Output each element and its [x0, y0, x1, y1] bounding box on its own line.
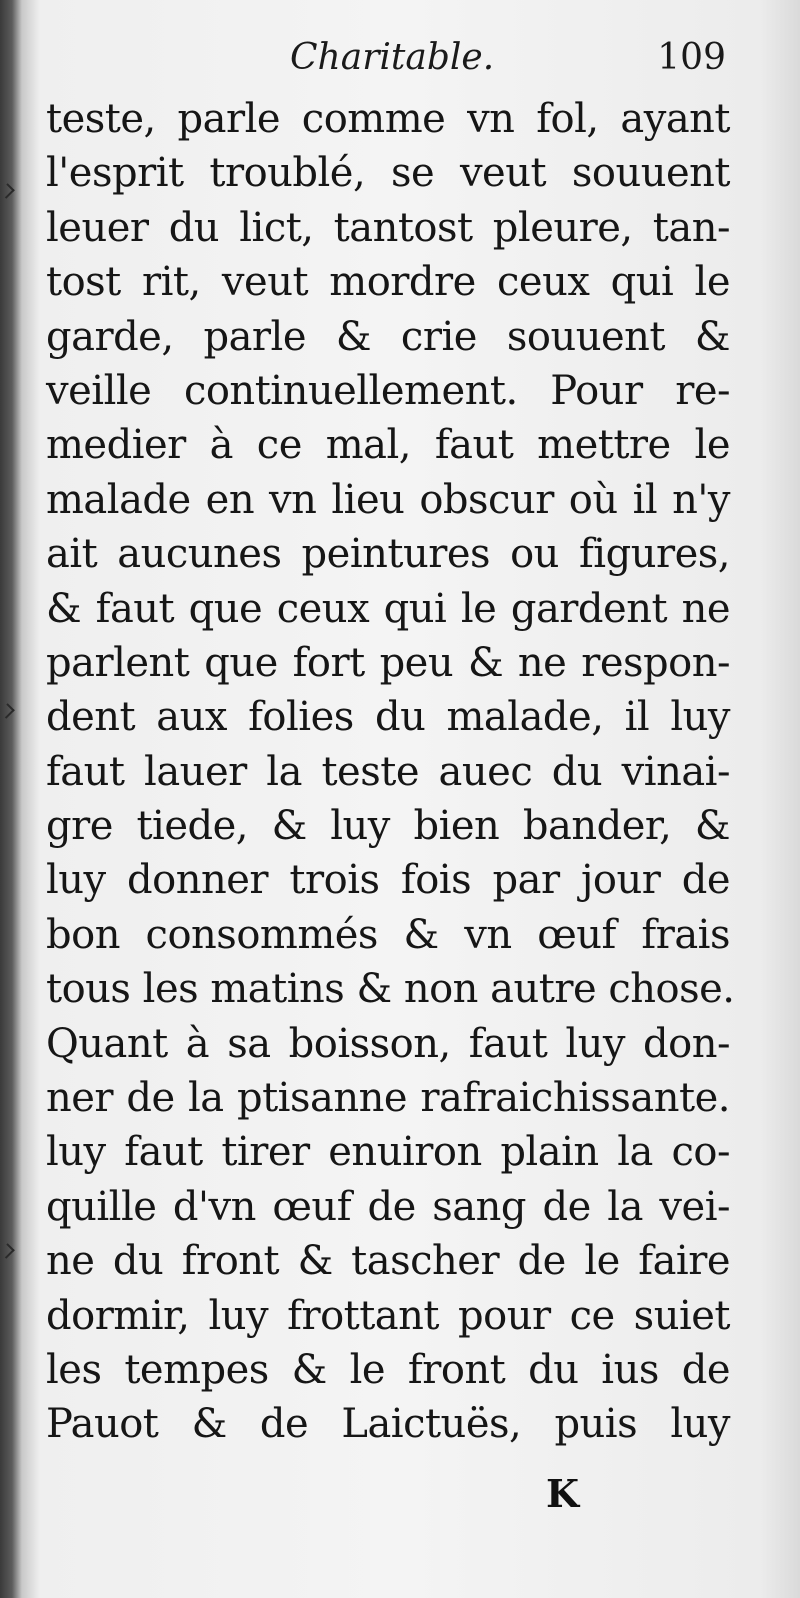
text-line: leuer du lict, tantost pleure, tan- — [46, 204, 730, 251]
text-line: quille d'vn œuf de sang de la vei- — [46, 1183, 730, 1230]
text-line: Pauot & de Laictuës, puis luy — [46, 1401, 730, 1448]
body-text — [46, 92, 735, 1452]
text-line: medier à ce mal, faut mettre le — [46, 422, 730, 469]
page-number: 109 — [657, 37, 726, 78]
text-line: dent aux folies du malade, il luy — [46, 694, 730, 741]
text-line: bon consommés & vn œuf frais — [46, 911, 730, 958]
text-line: malade en vn lieu obscur où il n'y — [46, 476, 730, 523]
text-line: ne du front & tascher de le faire — [46, 1238, 730, 1285]
text-line: Quant à sa boisson, faut luy don- — [46, 1020, 730, 1067]
signature-mark: K — [546, 1471, 580, 1516]
margin-nick — [0, 703, 15, 719]
text-line: ner de la ptisanne rafraichissante. — [46, 1075, 730, 1122]
text-line: veille continuellement. Pour re- — [46, 367, 730, 414]
text-line: parlent que fort peu & ne respon- — [46, 639, 730, 686]
text-line: l'esprit troublé, se veut souuent — [46, 150, 730, 197]
text-line: les tempes & le front du ius de — [46, 1346, 730, 1393]
page-header — [0, 30, 800, 90]
text-line: tost rit, veut mordre ceux qui le — [46, 259, 730, 306]
margin-nick — [0, 183, 15, 199]
text-line: faut lauer la teste auec du vinai- — [46, 748, 730, 795]
running-title: Charitable. — [290, 37, 495, 78]
text-line: luy donner trois fois par jour de — [46, 857, 730, 904]
text-line: dormir, luy frottant pour ce suiet — [46, 1292, 730, 1339]
text-line: tous les matins & non autre chose. — [46, 966, 735, 1013]
text-line: & faut que ceux qui le gardent ne — [46, 585, 730, 632]
text-line: garde, parle & crie souuent & — [46, 313, 730, 360]
text-line: ait aucunes peintures ou figures, — [46, 531, 730, 578]
text-line: teste, parle comme vn fol, ayant — [46, 96, 730, 142]
margin-nick — [0, 1243, 15, 1259]
text-line: gre tiede, & luy bien bander, & — [46, 803, 730, 850]
text-line: luy faut tirer enuiron plain la co- — [46, 1129, 730, 1176]
